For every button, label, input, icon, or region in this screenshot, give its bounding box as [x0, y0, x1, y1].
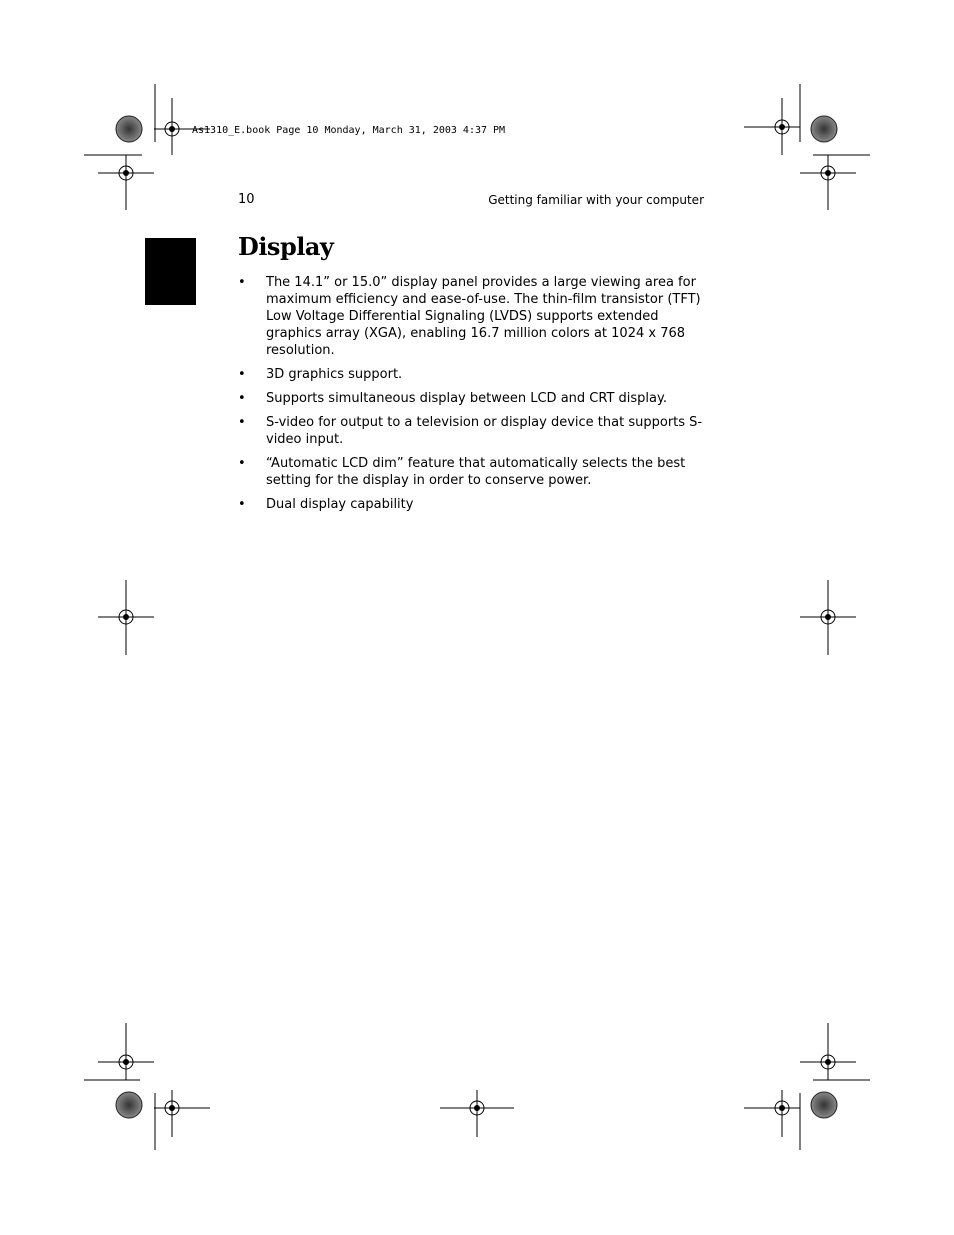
bullet-icon: • [238, 415, 246, 430]
page-number: 10 [238, 192, 255, 207]
chapter-tab-marker [145, 238, 196, 305]
list-item-text: Supports simultaneous display between LCD and CRT display. [266, 391, 667, 406]
list-item-text: Dual display capability [266, 497, 414, 512]
bullet-icon: • [238, 275, 246, 290]
list-item [238, 414, 708, 448]
list-item [238, 274, 708, 359]
section-title: Display [238, 232, 334, 261]
list-item [238, 496, 708, 513]
list-item-text: “Automatic LCD dim” feature that automatically selects the best setting for the display in order to conserve power. [266, 456, 686, 488]
list-item [238, 366, 708, 383]
list-item-text: 3D graphics support. [266, 367, 403, 382]
bullet-icon: • [238, 497, 246, 512]
list-item-text: The 14.1” or 15.0” display panel provides a large viewing area for maximum efficiency and ease-of-use. The thin-film transistor (TFT) Low Voltage Differential Signaling (LVDS) supports extended graphics array (XGA), enabling 16.7 million colors at 1024 x 768 resolution. [266, 275, 701, 358]
print-slug: As1310_E.book Page 10 Monday, March 31, 2003 4:37 PM [192, 125, 506, 136]
bullet-icon: • [238, 391, 246, 406]
feature-list [238, 274, 708, 520]
running-head: Getting familiar with your computer [488, 193, 704, 207]
bullet-icon: • [238, 456, 246, 471]
registration-target-icon [116, 116, 837, 1118]
list-item [238, 390, 708, 407]
list-item-text: S-video for output to a television or display device that supports S-video input. [266, 415, 703, 447]
bullet-icon: • [238, 367, 246, 382]
list-item [238, 455, 708, 489]
